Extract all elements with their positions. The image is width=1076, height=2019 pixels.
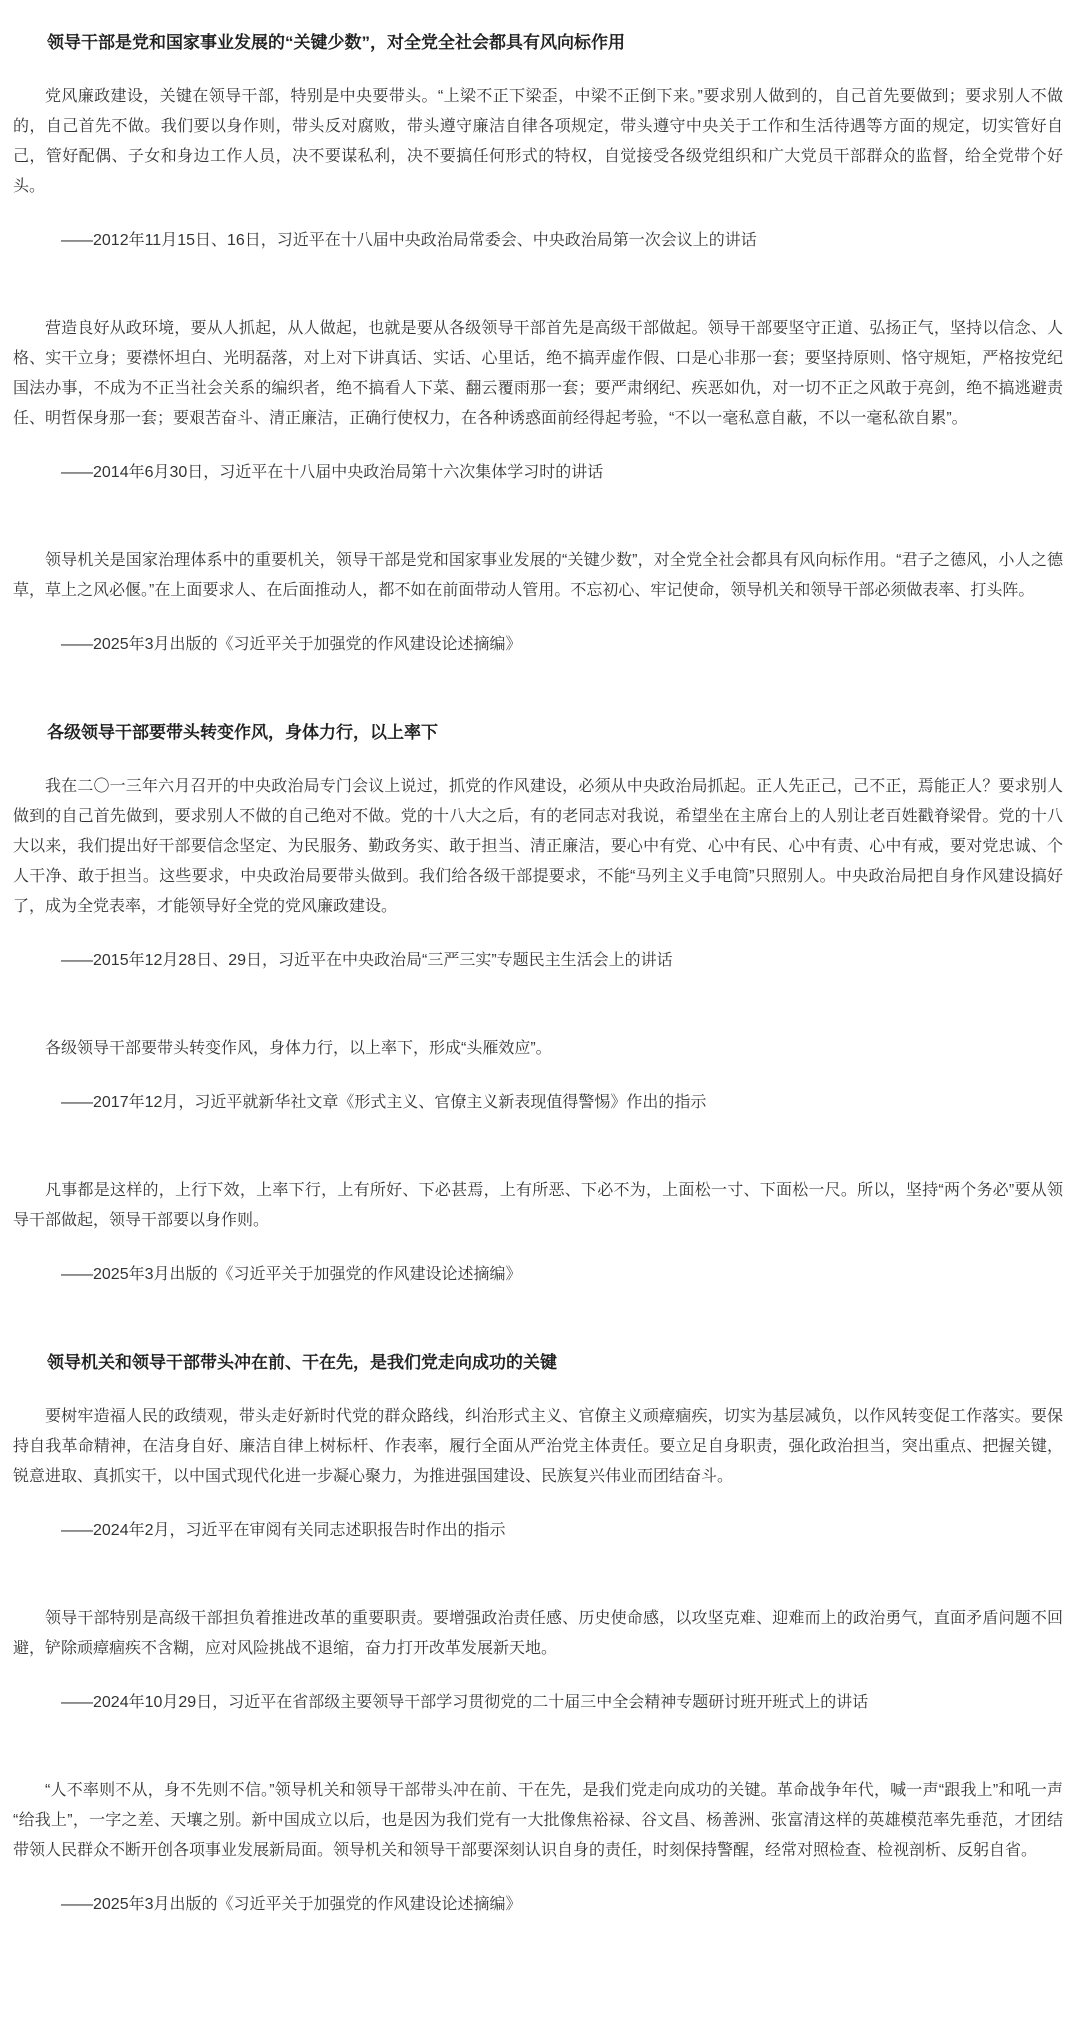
quote-paragraph: 要树牢造福人民的政绩观，带头走好新时代党的群众路线，纠治形式主义、官僚主义顽瘴痼疾，切实为基层减负，以作风转变促工作落实。要保持自我革命精神，在洁身自好、廉洁自律上树标杆、作表率，履行全面从严治党主体责任。要立足自身职责，强化政治担当，突出重点、把握关键，锐意进取、真抓实干，以中国式现代化进一步凝心聚力，为推进强国建设、民族复兴伟业而团结奋斗。 [13,1408,1063,1485]
quote-paragraph: “人不率则不从，身不先则不信。”领导机关和领导干部带头冲在前、干在先，是我们党走向成功的关键。革命战争年代，喊一声“跟我上”和吼一声“给我上”，一字之差、天壤之别。新中国成立以后，也是因为我们党有一大批像焦裕禄、谷文昌、杨善洲、张富清这样的英雄模范率先垂范，才团结带领人民群众不断开创各项事业发展新局面。领导机关和领导干部要深刻认识自身的责任，时刻保持警醒，经常对照检查、检视剖析、反躬自省。 [13,1782,1063,1859]
attribution-line: ——2012年11月15日、16日，习近平在十八届中央政治局常委会、中央政治局第一次会议上的讲话 [61,232,757,249]
attribution-line: ——2015年12月28日、29日，习近平在中央政治局“三严三实”专题民主生活会上的讲话 [61,952,673,969]
attribution-line: ——2017年12月，习近平就新华社文章《形式主义、官僚主义新表现值得警惕》作出的指示 [61,1094,707,1111]
attribution-line: ——2024年2月，习近平在审阅有关同志述职报告时作出的指示 [61,1522,506,1539]
attribution-line: ——2024年10月29日，习近平在省部级主要领导干部学习贯彻党的二十届三中全会精神专题研讨班开班式上的讲话 [61,1694,869,1711]
article-section [13,28,1063,660]
article-section [13,1348,1063,1920]
attribution-line: ——2025年3月出版的《习近平关于加强党的作风建设论述摘编》 [61,1266,522,1283]
quote-paragraph: 凡事都是这样的，上行下效，上率下行，上有所好、下必甚焉，上有所恶、下必不为，上面松一寸、下面松一尺。所以，坚持“两个务必”要从领导干部做起，领导干部要以身作则。 [13,1182,1063,1229]
quote-paragraph: 我在二〇一三年六月召开的中央政治局专门会议上说过，抓党的作风建设，必须从中央政治局抓起。正人先正己，己不正，焉能正人？要求别人做到的自己首先做到，要求别人不做的自己绝对不做。党的十八大之后，有的老同志对我说，希望坐在主席台上的人别让老百姓戳脊梁骨。党的十八大以来，我们提出好干部要信念坚定、为民服务、勤政务实、敢于担当、清正廉洁，要心中有党、心中有民、心中有责、心中有戒，要对党忠诚、个人干净、敢于担当。这些要求，中央政治局要带头做到。我们给各级干部提要求，不能“马列主义手电筒”只照别人。中央政治局把自身作风建设搞好了，成为全党表率，才能领导好全党的党风廉政建设。 [13,778,1063,915]
article-section [13,718,1063,1290]
section-heading: 领导机关和领导干部带头冲在前、干在先，是我们党走向成功的关键 [47,1353,557,1372]
quote-paragraph: 领导机关是国家治理体系中的重要机关，领导干部是党和国家事业发展的“关键少数”，对全党全社会都具有风向标作用。“君子之德风，小人之德草，草上之风必偃。”在上面要求人、在后面推动人，都不如在前面带动人管用。不忘初心、牢记使命，领导机关和领导干部必须做表率、打头阵。 [13,552,1063,599]
attribution-line: ——2025年3月出版的《习近平关于加强党的作风建设论述摘编》 [61,1896,522,1913]
attribution-line: ——2014年6月30日，习近平在十八届中央政治局第十六次集体学习时的讲话 [61,464,604,481]
quote-paragraph: 营造良好从政环境，要从人抓起，从人做起，也就是要从各级领导干部首先是高级干部做起。领导干部要坚守正道、弘扬正气，坚持以信念、人格、实干立身；要襟怀坦白、光明磊落，对上对下讲真话、实话、心里话，绝不搞弄虚作假、口是心非那一套；要坚持原则、恪守规矩，严格按党纪国法办事，不成为不正当社会关系的编织者，绝不搞看人下菜、翻云覆雨那一套；要严肃纲纪、疾恶如仇，对一切不正之风敢于亮剑，绝不搞逃避责任、明哲保身那一套；要艰苦奋斗、清正廉洁，正确行使权力，在各种诱惑面前经得起考验，“不以一毫私意自蔽，不以一毫私欲自累”。 [13,320,1063,427]
article [13,28,1063,1920]
quote-paragraph: 党风廉政建设，关键在领导干部，特别是中央要带头。“上梁不正下梁歪，中梁不正倒下来。”要求别人做到的，自己首先要做到；要求别人不做的，自己首先不做。我们要以身作则，带头反对腐败，带头遵守廉洁自律各项规定，带头遵守中央关于工作和生活待遇等方面的规定，切实管好自己，管好配偶、子女和身边工作人员，决不要谋私利，决不要搞任何形式的特权，自觉接受各级党组织和广大党员干部群众的监督，给全党带个好头。 [13,88,1063,195]
section-heading: 各级领导干部要带头转变作风，身体力行，以上率下 [47,723,438,742]
section-heading: 领导干部是党和国家事业发展的“关键少数”，对全党全社会都具有风向标作用 [47,33,625,52]
quote-paragraph: 领导干部特别是高级干部担负着推进改革的重要职责。要增强政治责任感、历史使命感，以攻坚克难、迎难而上的政治勇气，直面矛盾问题不回避，铲除顽瘴痼疾不含糊，应对风险挑战不退缩，奋力打开改革发展新天地。 [13,1610,1063,1657]
attribution-line: ——2025年3月出版的《习近平关于加强党的作风建设论述摘编》 [61,636,522,653]
quote-paragraph: 各级领导干部要带头转变作风，身体力行，以上率下，形成“头雁效应”。 [45,1040,552,1057]
